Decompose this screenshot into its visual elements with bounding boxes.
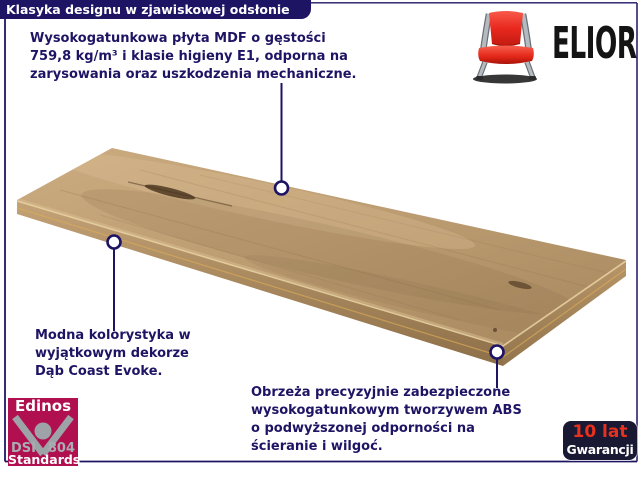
warranty-value: 10 lat [572, 422, 628, 442]
callout-edges-line2: wysokogatunkowym tworzywem ABS [251, 403, 522, 418]
callout-material-line3: zarysowania oraz uszkodzenia mechaniczne. [30, 67, 357, 82]
header-title-bar [0, 0, 311, 19]
callout-decor-text [35, 327, 191, 381]
callout-material-text [30, 30, 356, 84]
callout-decor-line1: Modna kolorystyka w [35, 328, 191, 343]
callout-material-line2: 759,8 kg/m³ i klasie higieny E1, odporna na [30, 49, 348, 64]
warranty-label: Gwarancji [566, 442, 634, 457]
certificate-brand: Edinos [14, 397, 72, 415]
callout-edges-text [251, 384, 522, 456]
callout-edges-line4: ścieranie i wilgoć. [251, 439, 383, 454]
warranty-badge [563, 421, 637, 460]
callout-edges-line1: Obrzeża precyzyjnie zabezpieczone [251, 385, 511, 400]
callout-marker-edges [491, 346, 504, 359]
header-title: Klasyka designu w zjawiskowej odsłonie [6, 2, 290, 17]
brand-name: ELIOR [552, 18, 637, 69]
callout-decor-line2: wyjątkowym dekorze [35, 346, 189, 361]
callout-decor-line3: Dąb Coast Evoke. [35, 364, 163, 379]
certificate-left-text: DSI [11, 441, 36, 456]
callout-material-line1: Wysokogatunkowa płyta MDF o gęstości [30, 31, 326, 46]
certificate-badge [8, 397, 81, 467]
certificate-right-text: 804 [47, 441, 75, 456]
callout-marker-material [275, 182, 288, 195]
callout-edges-line3: o podwyższonej odporności na [251, 421, 475, 436]
callout-marker-decor [108, 236, 121, 249]
brand-logo [468, 10, 638, 88]
red-chair-icon [468, 10, 544, 86]
certificate-bottom-text: Standards [8, 452, 81, 467]
